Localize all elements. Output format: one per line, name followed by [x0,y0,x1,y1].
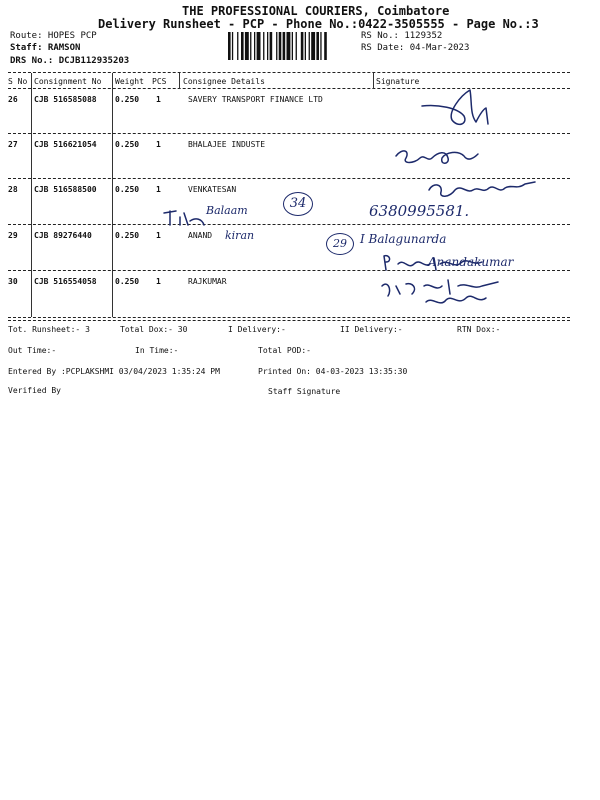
handwritten-circled-number: 29 [326,233,354,255]
rs-number: RS No.: 1129352 [361,31,443,41]
row-weight: 0.250 [115,140,140,149]
staff-label: Staff: RAMSON [10,43,81,53]
column-header-signature: Signature [376,77,420,86]
row-consignee: SAVERY TRANSPORT FINANCE LTD [188,95,323,104]
barcode-bar [263,32,264,60]
total-dox: Total Dox:- 30 [120,325,188,334]
rs-date: RS Date: 04-Mar-2023 [361,43,470,53]
i-delivery: I Delivery:- [228,325,286,334]
column-header-sno: S No [8,77,28,86]
barcode-bar [292,32,293,60]
in-time: In Time:- [135,346,179,355]
row-pcs: 1 [156,277,161,286]
row-consignee: VENKATESAN [188,185,237,194]
row-consignee: RAJKUMAR [188,277,227,286]
row-weight: 0.250 [115,185,140,194]
rtn-dox: RTN Dox:- [457,325,501,334]
barcode-bar [320,32,321,60]
row-sno: 30 [8,277,18,286]
barcode-bar [241,32,244,60]
barcode-bar [237,32,238,60]
barcode-bar [245,32,249,60]
route-label: Route: HOPES PCP [10,31,97,41]
company-title: THE PROFESSIONAL COURIERS, Coimbatore [182,4,450,18]
barcode-bar [270,32,273,60]
handwritten-name: I Balagunarda [360,232,447,246]
row-consignee: ANAND [188,231,213,240]
barcode-bar [309,32,310,60]
row-consignment: CJB 516585088 [34,95,97,104]
handwritten-note: kiran [225,229,255,242]
column-header-consignee: Consignee Details [183,77,265,86]
barcode-bar [301,32,304,60]
total-runsheet: Tot. Runsheet:- 3 [8,325,90,334]
row-sno: 27 [8,140,18,149]
row-sno: 28 [8,185,18,194]
signature-row-28-initials [160,205,210,229]
barcode-bar [324,32,327,60]
table-bottom-rule [8,320,570,321]
barcode-bar [279,32,282,60]
column-header-pcs: PCS [152,77,167,86]
row-weight: 0.250 [115,231,140,240]
barcode-bar [316,32,319,60]
table-top-rule [8,72,570,73]
barcode-bar [257,32,261,60]
barcode-bar [311,32,315,60]
verified-by: Verified By [8,386,61,395]
column-divider [373,73,374,89]
runsheet-subtitle: Delivery Runsheet - PCP - Phone No.:0422-3505555 - Page No.:3 [98,17,539,31]
ii-delivery: II Delivery:- [340,325,403,334]
barcode [228,32,354,60]
barcode-bar [267,32,268,60]
handwritten-circled-number: 34 [283,192,313,216]
barcode-bar [232,32,233,60]
row-sno: 26 [8,95,18,104]
row-weight: 0.250 [115,95,140,104]
row-sno: 29 [8,231,18,240]
barcode-bar [305,32,306,60]
printed-on: Printed On: 04-03-2023 13:35:30 [258,367,408,376]
row-pcs: 1 [156,140,161,149]
barcode-bar [254,32,255,60]
total-pod: Total POD:- [258,346,311,355]
column-divider [179,73,180,89]
row-weight: 0.250 [115,277,140,286]
barcode-bar [276,32,277,60]
signature-row-28 [425,176,540,202]
barcode-bar [228,32,231,60]
column-header-weight: Weight [115,77,144,86]
barcode-bar [296,32,297,60]
row-pcs: 1 [156,231,161,240]
handwritten-name: Anandakumar [428,255,514,269]
drs-number: DRS No.: DCJB112935203 [10,56,130,66]
staff-signature-label: Staff Signature [268,387,341,396]
row-consignment: CJB 516621054 [34,140,97,149]
out-time: Out Time:- [8,346,57,355]
barcode-bar [287,32,291,60]
entered-by: Entered By :PCPLAKSHMI 03/04/2023 1:35:24 PM [8,367,220,376]
column-header-consignment: Consignment No [34,77,102,86]
table-bottom-rule [8,317,570,318]
row-pcs: 1 [156,95,161,104]
handwritten-phone-number: 6380995581. [369,202,470,220]
row-consignment: CJB 516588500 [34,185,97,194]
row-consignment: CJB 516554058 [34,277,97,286]
barcode-bar [250,32,251,60]
signature-row-30 [378,276,518,312]
handwritten-note: Balaam [206,204,248,217]
row-consignment: CJB 89276440 [34,231,92,240]
signature-row-26 [418,84,498,134]
row-consignee: BHALAJEE INDUSTE [188,140,266,149]
barcode-bar [283,32,286,60]
signature-row-27 [392,140,487,174]
row-pcs: 1 [156,185,161,194]
